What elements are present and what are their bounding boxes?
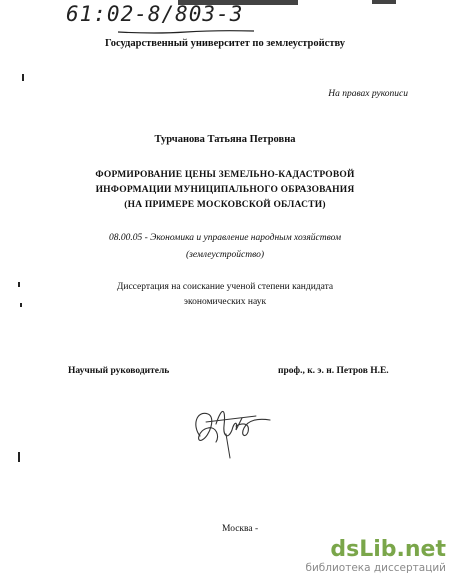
watermark-logo: dsLib.net xyxy=(330,537,446,562)
scan-speck xyxy=(22,74,24,81)
dissertation-line: Диссертация на соискание ученой степени кандидата xyxy=(116,282,334,292)
title-line: ИНФОРМАЦИИ МУНИЦИПАЛЬНОГО ОБРАЗОВАНИЯ xyxy=(95,185,355,195)
city: Москва - xyxy=(222,524,259,534)
watermark xyxy=(305,539,446,574)
title-line: ФОРМИРОВАНИЕ ЦЕНЫ ЗЕМЕЛЬНО-КАДАСТРОВОЙ xyxy=(95,170,355,180)
scan-speck xyxy=(18,452,20,462)
specialty-line: 08.00.05 - Экономика и управление народным хозяйством xyxy=(108,233,342,243)
code-underline xyxy=(116,29,256,35)
supervisor-label: Научный руководитель xyxy=(68,366,170,376)
supervisor-name: проф., к. э. н. Петров Н.Е. xyxy=(278,366,389,376)
dissertation-line: экономических наук xyxy=(183,297,267,307)
author-name: Турчанова Татьяна Петровна xyxy=(154,134,296,145)
university-name: Государственный университет по землеустройству xyxy=(104,38,346,49)
watermark-subtitle: библиотека диссертаций xyxy=(305,562,446,574)
scan-artifact xyxy=(372,0,396,4)
library-code: 61:02-8/803-3 xyxy=(66,2,244,26)
handwritten-signature xyxy=(186,396,276,464)
specialty-line: (землеустройство) xyxy=(185,250,265,260)
manuscript-rights: На правах рукописи xyxy=(328,89,408,99)
title-line: (НА ПРИМЕРЕ МОСКОВСКОЙ ОБЛАСТИ) xyxy=(124,200,326,210)
